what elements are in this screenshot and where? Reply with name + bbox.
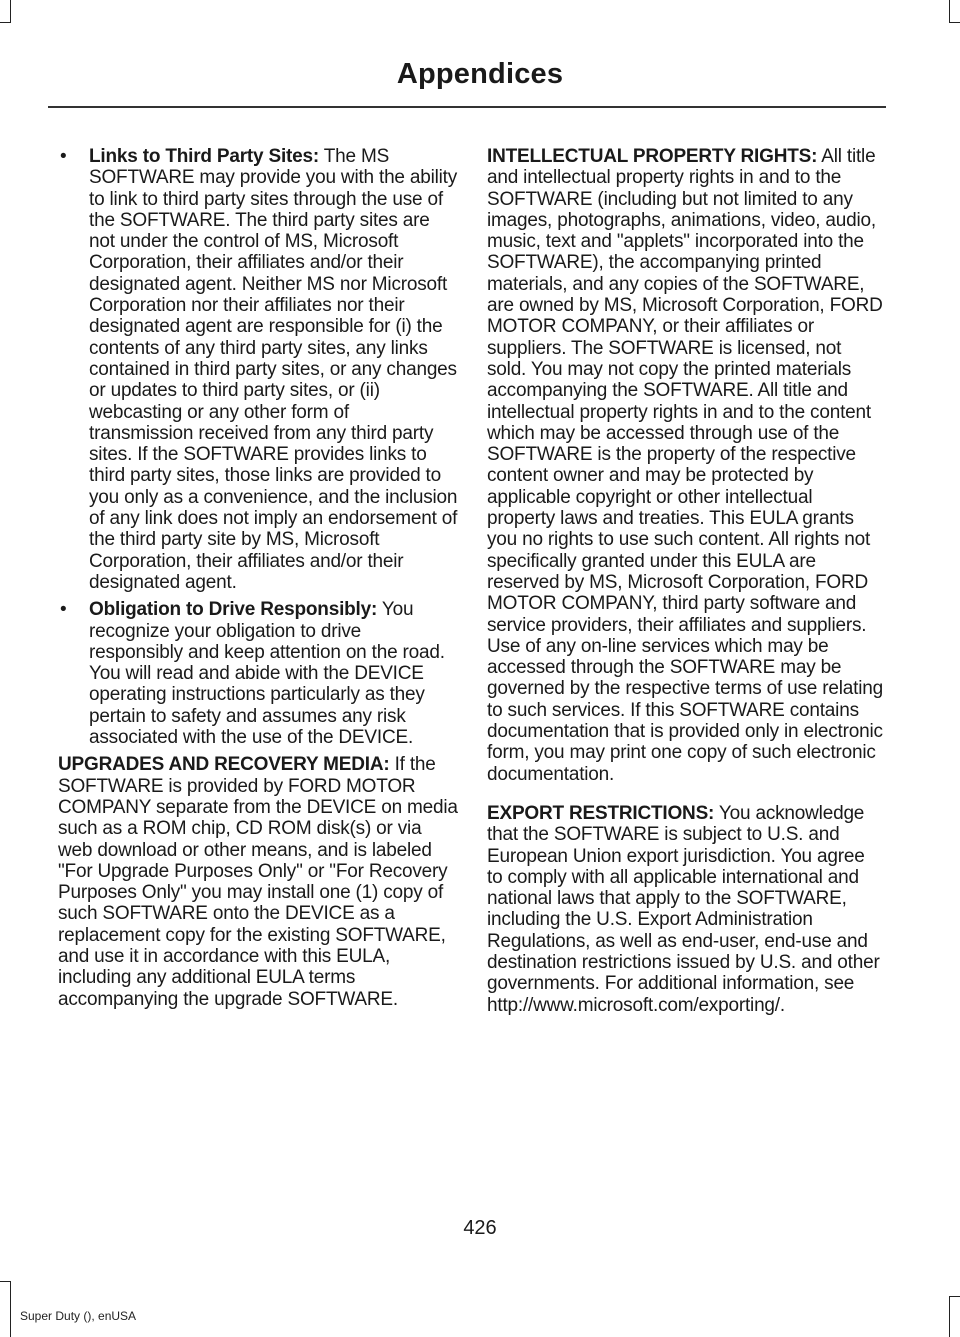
crop-mark-bottom-left-h [0, 1281, 11, 1282]
left-column [58, 146, 458, 1021]
section-upgrades-recovery [58, 754, 458, 1010]
footer-doc-info: Super Duty (), enUSA [20, 1309, 137, 1323]
section-text: If the SOFTWARE is provided by FORD MOTOR COMPANY separate from the DEVICE on media such as a ROM chip, CD ROM disk(s) or via web download or other means, and is labeled "For Upgrade Purposes Only" or "For Recovery Purposes Only" you may install one (1) copy of such SOFTWARE onto the DEVICE as a replacement copy for the existing SOFTWARE, and use it in accordance with this EULA, including any additional EULA terms accompanying the upgrade SOFTWARE. [58, 754, 458, 1010]
bullet-item-drive-responsibly [58, 599, 458, 748]
bullet-icon: • [60, 599, 67, 621]
bullet-heading: Obligation to Drive Responsibly: [89, 599, 378, 621]
section-text: You acknowledge that the SOFTWARE is subject to U.S. and European Union export jurisdiction. You agree to comply with all applicable international and national laws that apply to the SOFTWARE, including the U.S. Export Administration Regulations, as well as end-user, end-use and destination restrictions issued by U.S. and other governments. For additional information, see http://www.microsoft.com/exporting/. [487, 802, 880, 1016]
page-title: Appendices [396, 58, 564, 90]
crop-mark-top-left-h [0, 22, 11, 23]
crop-mark-bottom-left-v [10, 1281, 11, 1337]
section-heading: EXPORT RESTRICTIONS: [487, 802, 715, 824]
bullet-icon: • [60, 146, 67, 167]
section-heading: INTELLECTUAL PROPERTY RIGHTS: [487, 146, 818, 167]
bullet-item-third-party-sites [58, 146, 458, 593]
page-number: 426 [463, 1217, 497, 1239]
title-divider [48, 106, 886, 108]
section-heading: UPGRADES AND RECOVERY MEDIA: [58, 754, 390, 776]
bullet-text: The MS SOFTWARE may provide you with the ability to link to third party sites through the use of the SOFTWARE. The third party sites are not under the control of MS, Microsoft Corporation, their affiliates and/or their designated agent. Neither MS nor Microsoft Corporation nor their affiliates nor their designated agent are responsible for (i) the contents of any third party sites, any links contained in third party sites, or any changes or updates to third party sites, or (ii) webcasting or any other form of transmission received from any third party sites. If the SOFTWARE provides links to third party sites, those links are provided to you only as a convenience, and the inclusion of any link does not imply an endorsement of the third party site by MS, Microsoft Corporation, their affiliates and/or their designated agent. [89, 146, 458, 593]
bullet-text: You recognize your obligation to drive responsibly and keep attention on the road. You will read and abide with the DEVICE operating instructions particularly as they pertain to safety and assumes any risk associated with the use of the DEVICE. [89, 599, 445, 749]
section-text: All title and intellectual property rights in and to the SOFTWARE (including but not limited to any images, photographs, animations, video, audio, music, text and "applets" incorporated into the SOFTWARE), the accompanying printed materials, and any copies of the SOFTWARE, are owned by MS, Microsoft Corporation, FORD MOTOR COMPANY, or their affiliates or suppliers. The SOFTWARE is licensed, not sold. You may not copy the printed materials accompanying the SOFTWARE. All title and intellectual property rights in and to the content which may be accessed through use of the SOFTWARE is the property of the respective content owner and may be protected by applicable copyright or other intellectual property laws and treaties. This EULA grants you no rights to use such content. All rights not specifically granted under this EULA are reserved by MS, Microsoft Corporation, FORD MOTOR COMPANY, third party software and service providers, their affiliates and suppliers. Use of any on-line services which may be accessed through the SOFTWARE may be governed by the respective terms of use relating to such services. If this SOFTWARE contains documentation that is provided only in electronic form, you may print one copy of such electronic documentation. [487, 146, 883, 785]
crop-mark-bottom-right-v [949, 1296, 950, 1337]
section-intellectual-property [487, 146, 883, 785]
bullet-heading: Links to Third Party Sites: [89, 146, 320, 167]
crop-mark-bottom-right-h [949, 1296, 960, 1297]
section-export-restrictions [487, 803, 883, 1016]
crop-mark-top-left-v [10, 0, 11, 22]
right-column [487, 146, 883, 1027]
crop-mark-top-right-v [949, 0, 950, 22]
crop-mark-top-right-h [949, 22, 960, 23]
